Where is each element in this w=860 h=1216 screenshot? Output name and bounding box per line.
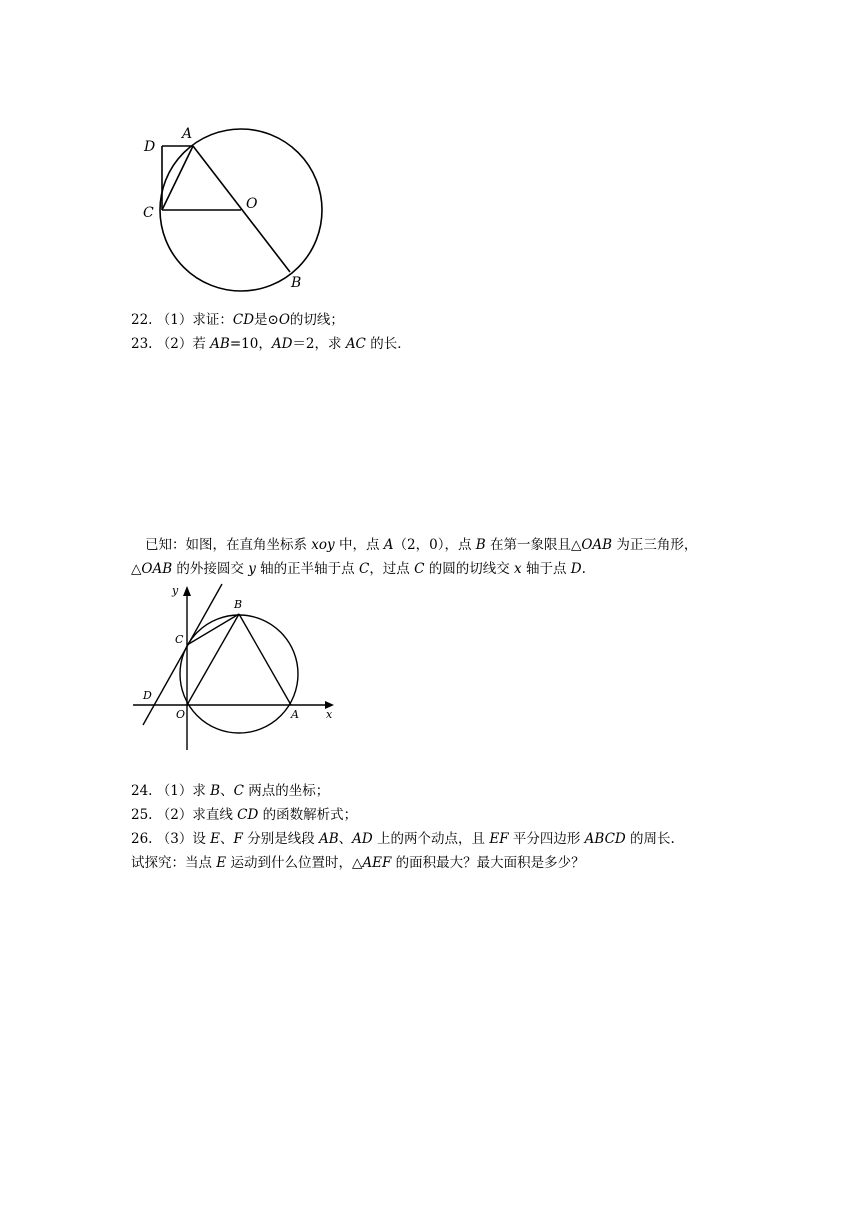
question-26	[131, 830, 675, 848]
intro-text: 轴于点	[521, 561, 571, 577]
question-text: （1）求证：	[156, 312, 233, 328]
question-24	[131, 782, 329, 800]
y-axis-arrow-icon	[183, 586, 191, 596]
var-xoy: xoy	[311, 537, 335, 553]
intro-line-2	[131, 560, 586, 578]
intro-text: .	[581, 561, 586, 577]
var-x: x	[514, 561, 522, 577]
question-25	[131, 806, 357, 824]
segment-cb	[187, 614, 239, 645]
question-text: 的长．	[365, 336, 411, 352]
var-d: D	[570, 561, 582, 577]
var-c: C	[233, 783, 244, 799]
var-oab: OAB	[581, 537, 613, 553]
label-y: y	[172, 584, 179, 597]
var-ad: AD	[352, 831, 373, 847]
figure-coordinate-circle	[128, 580, 342, 758]
question-text: ＝2，求	[292, 336, 346, 352]
question-text: 、	[220, 783, 234, 799]
intro-text: 为正三角形，	[612, 537, 698, 553]
label-o: O	[246, 196, 258, 212]
var-o: O	[278, 312, 290, 328]
question-text: 分别是线段	[242, 831, 319, 847]
label-o: O	[176, 708, 186, 721]
var-y: y	[248, 561, 256, 577]
var-cd: CD	[232, 312, 255, 328]
label-b: B	[291, 275, 302, 291]
intro-text: 中，点	[334, 537, 384, 553]
question-number: 23.	[131, 336, 153, 352]
var-b: B	[210, 783, 221, 799]
label-a: A	[291, 708, 299, 721]
intro-text: ，过点	[369, 561, 415, 577]
question-text: （2）求直线	[156, 807, 238, 823]
question-text: （2）若	[156, 336, 211, 352]
label-c: C	[175, 633, 184, 646]
question-text: 两点的坐标；	[243, 783, 330, 799]
question-number: 26.	[131, 831, 153, 847]
question-text: 运动到什么位置时，△	[226, 855, 363, 871]
question-text: 是⊙	[254, 312, 279, 328]
question-text: =10，	[229, 336, 272, 352]
question-number: 24.	[131, 783, 153, 799]
intro-text: （2，0），点	[393, 537, 476, 553]
intro-text: 的外接圆交	[172, 561, 249, 577]
var-ac: AC	[345, 336, 366, 352]
var-f: F	[233, 831, 243, 847]
question-text: 的周长.	[625, 831, 675, 847]
var-oab: OAB	[141, 561, 173, 577]
label-x: x	[326, 708, 333, 721]
var-b: B	[475, 537, 486, 553]
intro-text: 在第一象限且△	[485, 537, 582, 553]
var-c: C	[414, 561, 425, 577]
figure-circle-tangent	[130, 118, 340, 298]
diameter-ab	[193, 146, 290, 272]
question-text: 、	[220, 831, 234, 847]
label-d: D	[143, 689, 152, 702]
question-text: 的函数解析式；	[258, 807, 358, 823]
segment-ob	[187, 614, 239, 705]
label-d: D	[144, 139, 156, 155]
var-aef: AEF	[362, 855, 392, 871]
question-text: （1）求	[156, 783, 211, 799]
question-26-continued	[131, 854, 585, 872]
intro-text: 轴的正半轴于点	[255, 561, 359, 577]
question-text: 平分四边形	[508, 831, 585, 847]
var-cd: CD	[237, 807, 259, 823]
question-text: （3）设	[156, 831, 211, 847]
var-ab: AB	[210, 336, 230, 352]
var-ad: AD	[271, 336, 293, 352]
question-text: 的面积最大？最大面积是多少？	[391, 855, 585, 871]
question-23	[131, 335, 411, 353]
question-number: 22.	[131, 312, 153, 328]
label-b: B	[234, 598, 243, 611]
question-text: 上的两个动点，且	[372, 831, 490, 847]
question-22	[131, 311, 344, 329]
question-text: 的切线；	[289, 312, 344, 328]
intro-line-1	[145, 536, 697, 554]
question-text: 、	[338, 831, 353, 847]
label-a: A	[182, 126, 193, 142]
tangent-line-dc	[143, 584, 222, 725]
var-a: A	[383, 537, 394, 553]
segment-ba	[239, 614, 291, 705]
intro-text: 的圆的切线交	[424, 561, 515, 577]
var-ef: EF	[489, 831, 509, 847]
question-text: 试探究：当点	[131, 855, 217, 871]
intro-text: 已知：如图，在直角坐标系	[145, 537, 312, 553]
var-ab: AB	[319, 831, 339, 847]
var-c: C	[358, 561, 370, 577]
var-abcd: ABCD	[584, 831, 626, 847]
var-e: E	[210, 831, 221, 847]
label-c: C	[143, 205, 154, 221]
circumcircle	[180, 615, 298, 733]
question-number: 25.	[131, 807, 153, 823]
var-e: E	[216, 855, 227, 871]
intro-text: △	[131, 561, 142, 577]
